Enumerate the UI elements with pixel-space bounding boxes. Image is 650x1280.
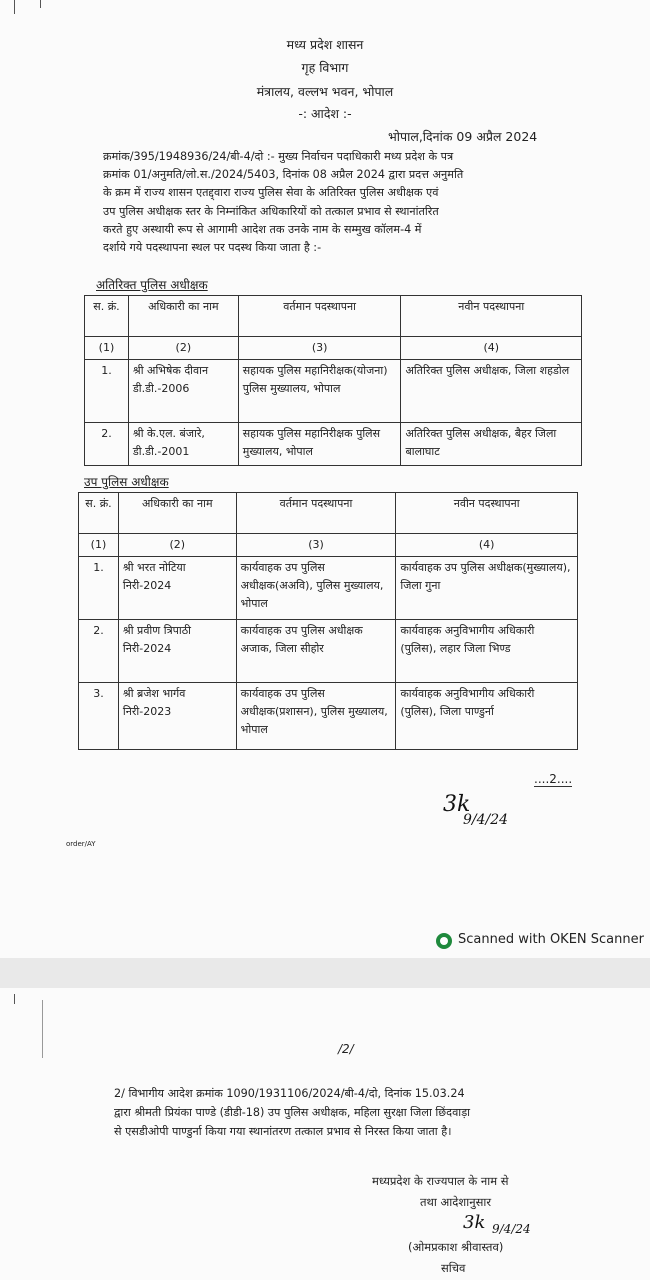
header-cell: स. क्रं. (85, 296, 129, 337)
header-cell: अधिकारी का नाम (128, 296, 238, 337)
header-cell: नवीन पदस्थापना (396, 493, 578, 534)
officer-name-cell: श्री प्रवीण त्रिपाठी निरी-2024 (118, 620, 236, 683)
initials-date: 9/4/24 (492, 1222, 531, 1236)
current-posting-cell: सहायक पुलिस महानिरीक्षक पुलिस मुख्यालय, भोपाल (238, 423, 401, 466)
serial-cell: 2. (85, 423, 129, 466)
file-reference: order/AY (66, 840, 96, 848)
order-page-2 (0, 988, 650, 1280)
paragraph-line: क्रमांक 01/अनुमति/लो.स./2024/5403, दिनांक 08 अप्रैल 2024 द्वारा प्रदत्त अनुमति (103, 168, 464, 182)
paragraph-line: दर्शाये गये पदस्थापना स्थल पर पदस्थ किया जाता है :- (103, 241, 322, 255)
paragraph-line: उप पुलिस अधीक्षक स्तर के निम्नांकित अधिकारियों को तत्काल प्रभाव से स्थानांतरित (103, 204, 439, 218)
header-cell: नवीन पदस्थापना (401, 296, 582, 337)
current-posting-cell: कार्यवाहक उप पुलिस अधीक्षक(अअवि), पुलिस मुख्यालय, भोपाल (236, 557, 396, 620)
scan-edge-mark (14, 0, 15, 14)
column-number: (3) (238, 337, 401, 360)
new-posting-cell: अतिरिक्त पुलिस अधीक्षक, बैहर जिला बालाघाट (401, 423, 582, 466)
serial-cell: 2. (79, 620, 119, 683)
column-number: (4) (401, 337, 582, 360)
header-cell: वर्तमान पदस्थापना (236, 493, 396, 534)
serial-cell: 1. (79, 557, 119, 620)
closing-line: तथा आदेशानुसार (420, 1195, 492, 1209)
column-number-row (85, 337, 582, 360)
government-name: मध्य प्रदेश शासन (286, 37, 364, 52)
new-posting-cell: कार्यवाहक अनुविभागीय अधिकारी (पुलिस), जिला पाण्डुर्ना (396, 683, 578, 750)
scan-edge-mark (14, 994, 15, 1004)
new-posting-cell: कार्यवाहक अनुविभागीय अधिकारी (पुलिस), लहार जिला भिण्ड (396, 620, 578, 683)
signatory-designation: सचिव (441, 1261, 466, 1275)
order-date: भोपाल,दिनांक 09 अप्रैल 2024 (388, 129, 538, 144)
initials-signature: 3k (443, 792, 471, 817)
column-number: (4) (396, 534, 578, 557)
column-number: (3) (236, 534, 396, 557)
department-name: गृह विभाग (301, 60, 349, 75)
new-posting-cell: कार्यवाहक उप पुलिस अधीक्षक(मुख्यालय), जिला गुना (396, 557, 578, 620)
table-header-row (85, 296, 582, 337)
cancellation-paragraph (114, 1084, 600, 1141)
serial-cell: 1. (85, 360, 129, 423)
dy-sp-table (78, 492, 578, 750)
order-paragraph (103, 148, 583, 257)
header-cell: अधिकारी का नाम (118, 493, 236, 534)
column-number-row (79, 534, 578, 557)
officer-name-cell: श्री के.एल. बंजारे, डी.डी.-2001 (128, 423, 238, 466)
scanner-watermark: Scanned with OKEN Scanner (458, 932, 644, 947)
paragraph-line: द्वारा श्रीमती प्रियंका पाण्डे (डीडी-18) उप पुलिस अधीक्षक, महिला सुरक्षा जिला छिंदवाड़ा (114, 1106, 471, 1119)
page-continuation: ....2.... (534, 772, 573, 786)
scan-edge-mark (40, 0, 41, 8)
paragraph-line: क्रमांक/395/1948936/24/बी-4/दो :- मुख्य निर्वाचन पदाधिकारी मध्य प्रदेश के पत्र (103, 150, 454, 163)
paragraph-line: 2/ विभागीय आदेश क्रमांक 1090/1931106/2024/बी-4/दो, दिनांक 15.03.24 (114, 1087, 465, 1100)
paragraph-line: से एसडीओपी पाण्डुर्ना किया गया स्थानांतरण तत्काल प्रभाव से निरस्त किया जाता है। (114, 1125, 452, 1138)
signatory-name: (ओमप्रकाश श्रीवास्तव) (408, 1240, 504, 1254)
paragraph-line: करते हुए अस्थायी रूप से आगामी आदेश तक उनके नाम के सम्मुख कॉलम-4 में (103, 222, 422, 236)
column-number: (2) (128, 337, 238, 360)
current-posting-cell: सहायक पुलिस महानिरीक्षक(योजना) पुलिस मुख्यालय, भोपाल (238, 360, 401, 423)
oken-logo-icon (436, 933, 452, 949)
header-cell: वर्तमान पदस्थापना (238, 296, 401, 337)
new-posting-cell: अतिरिक्त पुलिस अधीक्षक, जिला शहडोल (401, 360, 582, 423)
officer-name-cell: श्री अभिषेक दीवान डी.डी.-2006 (128, 360, 238, 423)
table-row (79, 557, 578, 620)
initials-signature: 3k (463, 1212, 486, 1233)
officer-name-cell: श्री भरत नोटिया निरी-2024 (118, 557, 236, 620)
office-address: मंत्रालय, वल्लभ भवन, भोपाल (256, 84, 394, 99)
table-header-row (79, 493, 578, 534)
order-heading: -: आदेश :- (298, 106, 352, 121)
header-cell: स. क्रं. (79, 493, 119, 534)
closing-line: मध्यप्रदेश के राज्यपाल के नाम से (372, 1174, 509, 1188)
table-row (79, 683, 578, 750)
column-number: (1) (79, 534, 119, 557)
current-posting-cell: कार्यवाहक उप पुलिस अधीक्षक अजाक, जिला सीहोर (236, 620, 396, 683)
addl-sp-table (84, 295, 582, 466)
current-posting-cell: कार्यवाहक उप पुलिस अधीक्षक(प्रशासन), पुलिस मुख्यालय, भोपाल (236, 683, 396, 750)
officer-name-cell: श्री ब्रजेश भार्गव निरी-2023 (118, 683, 236, 750)
page-gap (0, 958, 650, 988)
table2-title: उप पुलिस अधीक्षक (84, 475, 169, 489)
serial-cell: 3. (79, 683, 119, 750)
scan-edge-mark (42, 1000, 43, 1058)
paragraph-line: के क्रम में राज्य शासन एतद्द्वारा राज्य पुलिस सेवा के अतिरिक्त पुलिस अधीक्षक एवं (103, 186, 439, 200)
table-row (85, 423, 582, 466)
initials-date: 9/4/24 (463, 812, 509, 828)
page-number: /2/ (338, 1042, 354, 1056)
column-number: (1) (85, 337, 129, 360)
table-row (85, 360, 582, 423)
column-number: (2) (118, 534, 236, 557)
table-row (79, 620, 578, 683)
table1-title: अतिरिक्त पुलिस अधीक्षक (96, 278, 208, 292)
